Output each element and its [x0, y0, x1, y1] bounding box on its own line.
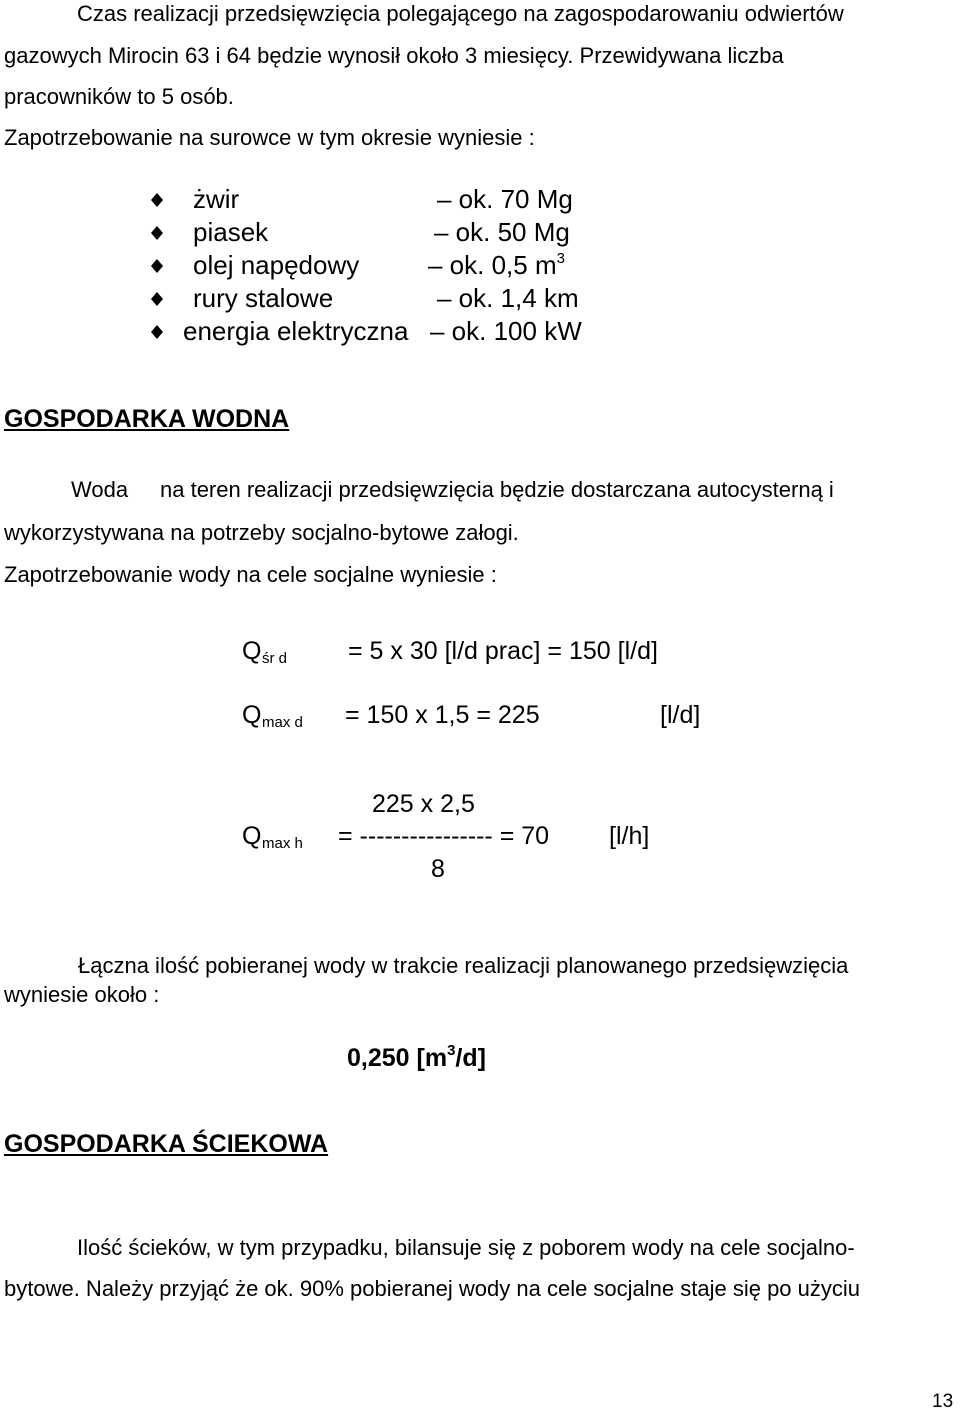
water-demand-intro: Zapotrzebowanie wody na cele socjalne wyniesie :	[4, 562, 497, 587]
diamond-bullet-icon	[150, 259, 164, 273]
diamond-bullet-icon	[150, 226, 164, 240]
formula-denominator: 8	[431, 855, 445, 883]
diamond-bullet-icon	[150, 292, 164, 306]
formula-subscript: śr d	[262, 650, 288, 667]
formula-symbol: Q	[242, 701, 262, 729]
formula-symbol: Q	[242, 822, 262, 850]
water-total-line-2: wyniesie około :	[4, 982, 160, 1007]
material-name: energia elektryczna	[183, 316, 409, 346]
formula-numerator: 225 x 2,5	[372, 790, 475, 818]
formula-subscript: max h	[262, 835, 303, 852]
material-name: olej napędowy	[193, 250, 360, 280]
diamond-bullet-icon	[150, 193, 164, 207]
section-heading-water: GOSPODARKA WODNA	[4, 405, 290, 433]
sewage-line-1: Ilość ścieków, w tym przypadku, bilansuje się z poborem wody na cele socjalno-	[77, 1235, 855, 1260]
intro-line-2: gazowych Mirocin 63 i 64 będzie wynosił około 3 miesięcy. Przewidywana liczba	[4, 43, 784, 68]
sewage-line-2: bytowe. Należy przyjąć że ok. 90% pobieranej wody na cele socjalne staje się po użyciu	[4, 1276, 861, 1301]
formula-expression: = 5 x 30 [l/d prac] = 150 [l/d]	[348, 637, 658, 665]
material-name: piasek	[193, 217, 269, 247]
water-total-result: 0,250 $[m^3/d]$	[347, 1042, 486, 1072]
formula-expression: = ---------------- = 70	[338, 822, 550, 850]
intro-line-3: pracowników to 5 osób.	[4, 84, 234, 109]
intro-line-1: Czas realizacji przedsięwzięcia polegającego na zagospodarowaniu odwiertów	[77, 1, 844, 26]
material-amount: – ok. 100 kW	[430, 316, 582, 346]
page-number: 13	[932, 1391, 954, 1412]
material-name: rury stalowe	[193, 283, 334, 313]
water-paragraph-word: Woda	[71, 477, 129, 502]
material-amount: – ok. 70 Mg	[437, 184, 573, 214]
material-amount: – ok. 50 Mg	[434, 217, 570, 247]
intro-line-4: Zapotrzebowanie na surowce w tym okresie wyniesie :	[4, 125, 535, 150]
material-name: żwir	[193, 184, 240, 214]
formula-expression: = 150 x 1,5 = 225	[345, 701, 540, 729]
superscript: 3	[556, 250, 565, 267]
water-paragraph-line-1: na teren realizacji przedsięwzięcia będzie dostarczana autocysterną i	[160, 477, 834, 502]
material-amount: – ok. 0,5 $m^3$	[428, 250, 565, 280]
formula-unit: [l/d]	[660, 701, 701, 729]
material-amount: – ok. 1,4 km	[437, 283, 579, 313]
formula-symbol: Q	[242, 637, 262, 665]
superscript: 3	[447, 1042, 456, 1059]
formula-unit: [l/h]	[609, 822, 650, 850]
diamond-bullet-icon	[150, 325, 164, 339]
water-total-line-1: Łączna ilość pobieranej wody w trakcie realizacji planowanego przedsięwzięcia	[78, 953, 849, 978]
section-heading-sewage: GOSPODARKA ŚCIEKOWA	[4, 1130, 329, 1158]
formula-subscript: max d	[262, 714, 303, 731]
water-paragraph-line-2: wykorzystywana na potrzeby socjalno-bytowe załogi.	[4, 520, 519, 545]
